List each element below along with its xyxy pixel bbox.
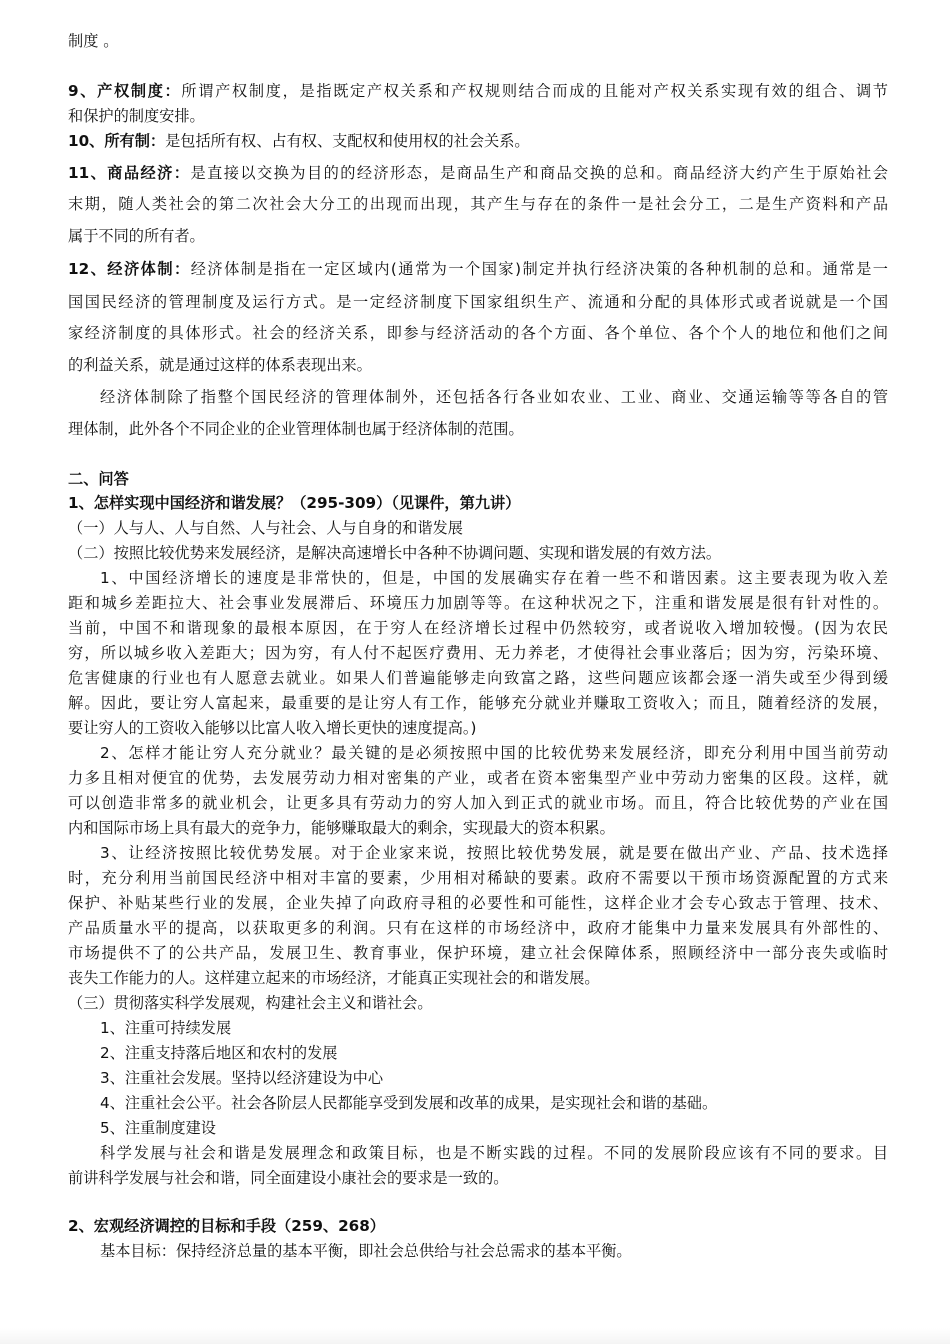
text-line: 产品质量水平的提高，以获取更多的利润。只有在这样的市场经济中，政府才能集中力量来发展具有外部性的、 — [68, 919, 888, 937]
definition-term: 11、商品经济： — [68, 164, 191, 182]
text-line: 基本目标：保持经济总量的基本平衡，即社会总供给与社会总需求的基本平衡。 — [100, 1242, 632, 1260]
definition-paragraph — [68, 80, 888, 102]
list-item: 3、注重社会发展。坚持以经济建设为中心 — [100, 1069, 384, 1087]
text-line: 1、中国经济增长的速度是非常快的，但是，中国的发展确实存在着一些不和谐因素。这主要表现为收入差 — [100, 569, 888, 587]
text-line: 属于不同的所有者。 — [68, 227, 205, 245]
text-line: 距和城乡差距拉大、社会事业发展滞后、环境压力加剧等等。在这种状况之下，注重和谐发展是很有针对性的。 — [68, 594, 888, 612]
text-line: 理体制，此外各个不同企业的企业管理体制也属于经济体制的范围。 — [68, 420, 524, 438]
text-line: 力多且相对便宜的优势，去发展劳动力相对密集的产业，或者在资本密集型产业中劳动力密集的区段。这样，就 — [68, 769, 888, 787]
text-line: 前讲科学发展与社会和谐，同全面建设小康社会的要求是一致的。 — [68, 1169, 509, 1187]
text-line: 解。因此，要让穷人富起来，最重要的是让穷人有工作，能够充分就业并赚取工资收入；而且，随着经济的发展， — [68, 694, 888, 712]
question-heading: 2、宏观经济调控的目标和手段（259、268） — [68, 1217, 385, 1235]
definition-term: 12、经济体制： — [68, 260, 191, 278]
definition-text: 经济体制是指在一定区域内(通常为一个国家)制定并执行经济决策的各种机制的总和。通常是一 — [190, 260, 888, 278]
text-line: 经济体制除了指整个国民经济的管理体制外，还包括各行各业如农业、工业、商业、交通运输等等各自的管 — [100, 388, 888, 406]
text-line: 国国民经济的管理制度及运行方式。是一定经济制度下国家组织生产、流通和分配的具体形式或者说就是一个国 — [68, 293, 888, 311]
text-line: 危害健康的行业也有人愿意去就业。如果人们普遍能够走向致富之路，这些问题应该都会逐一消失或至少得到缓 — [68, 669, 888, 687]
definition-term: 9、产权制度： — [68, 82, 182, 100]
text-line: （三）贯彻落实科学发展观，构建社会主义和谐社会。 — [68, 994, 433, 1012]
definition-paragraph — [68, 130, 888, 152]
text-line: 和保护的制度安排。 — [68, 107, 205, 125]
text-line: 内和国际市场上具有最大的竞争力，能够赚取最大的剩余，实现最大的资本积累。 — [68, 819, 615, 837]
text-line: 可以创造非常多的就业机会，让更多具有劳动力的穷人加入到正式的就业市场。而且，符合比较优势的产业在国 — [68, 794, 888, 812]
text-line: 保护、补贴某些行业的发展，企业失掉了向政府寻租的必要性和可能性，这样企业才会专心致志于管理、技术、 — [68, 894, 888, 912]
definition-term: 10、所有制： — [68, 132, 166, 150]
text-line: 制度 。 — [68, 32, 119, 50]
definition-text: 是包括所有权、占有权、支配权和使用权的社会关系。 — [165, 132, 530, 150]
text-line: 市场提供不了的公共产品，发展卫生、教育事业，保护环境，建立社会保障体系，照顾经济中一部分丧失或临时 — [68, 944, 888, 962]
page-edge — [0, 1328, 950, 1344]
text-line: 3、让经济按照比较优势发展。对于企业家来说，按照比较优势发展，就是要在做出产业、产品、技术选择 — [100, 844, 888, 862]
text-line: 要让穷人的工资收入能够以比富人收入增长更快的速度提高。) — [68, 719, 477, 737]
question-heading: 1、怎样实现中国经济和谐发展？（295-309）（见课件，第九讲） — [68, 494, 521, 512]
text-line: （二）按照比较优势来发展经济，是解决高速增长中各种不协调问题、实现和谐发展的有效方法。 — [68, 544, 722, 562]
text-line: 穷，所以城乡收入差距大；因为穷，有人付不起医疗费用、无力养老，才使得社会事业落后；因为穷，污染环境、 — [68, 644, 888, 662]
definition-paragraph — [68, 162, 888, 184]
text-line: 末期，随人类社会的第二次社会大分工的出现而出现，其产生与存在的条件一是社会分工，二是生产资料和产品 — [68, 195, 888, 213]
text-line: 家经济制度的具体形式。社会的经济关系，即参与经济活动的各个方面、各个单位、各个个人的地位和他们之间 — [68, 324, 888, 342]
definition-paragraph — [68, 258, 888, 280]
definition-text: 是直接以交换为目的的经济形态，是商品生产和商品交换的总和。商品经济大约产生于原始社会 — [190, 164, 888, 182]
text-line: 2、怎样才能让穷人充分就业？最关键的是必须按照中国的比较优势来发展经济，即充分利用中国当前劳动 — [100, 744, 888, 762]
text-line: （一）人与人、人与自然、人与社会、人与自身的和谐发展 — [68, 519, 463, 537]
text-line: 当前，中国不和谐现象的最根本原因，在于穷人在经济增长过程中仍然较穷，或者说收入增加较慢。(因为农民 — [68, 619, 888, 637]
list-item: 2、注重支持落后地区和农村的发展 — [100, 1044, 338, 1062]
section-heading: 二、问答 — [68, 470, 129, 488]
list-item: 1、注重可持续发展 — [100, 1019, 232, 1037]
text-line: 科学发展与社会和谐是发展理念和政策目标，也是不断实践的过程。不同的发展阶段应该有不同的要求。目 — [100, 1144, 888, 1162]
text-line: 丧失工作能力的人。这样建立起来的市场经济，才能真正实现社会的和谐发展。 — [68, 969, 600, 987]
text-line: 的利益关系，就是通过这样的体系表现出来。 — [68, 356, 372, 374]
list-item: 5、注重制度建设 — [100, 1119, 216, 1137]
text-line: 时，充分利用当前国民经济中相对丰富的要素，少用相对稀缺的要素。政府不需要以干预市场资源配置的方式来 — [68, 869, 888, 887]
definition-text: 所谓产权制度，是指既定产权关系和产权规则结合而成的且能对产权关系实现有效的组合、调节 — [181, 82, 888, 100]
list-item: 4、注重社会公平。社会各阶层人民都能享受到发展和改革的成果，是实现社会和谐的基础。 — [100, 1094, 718, 1112]
